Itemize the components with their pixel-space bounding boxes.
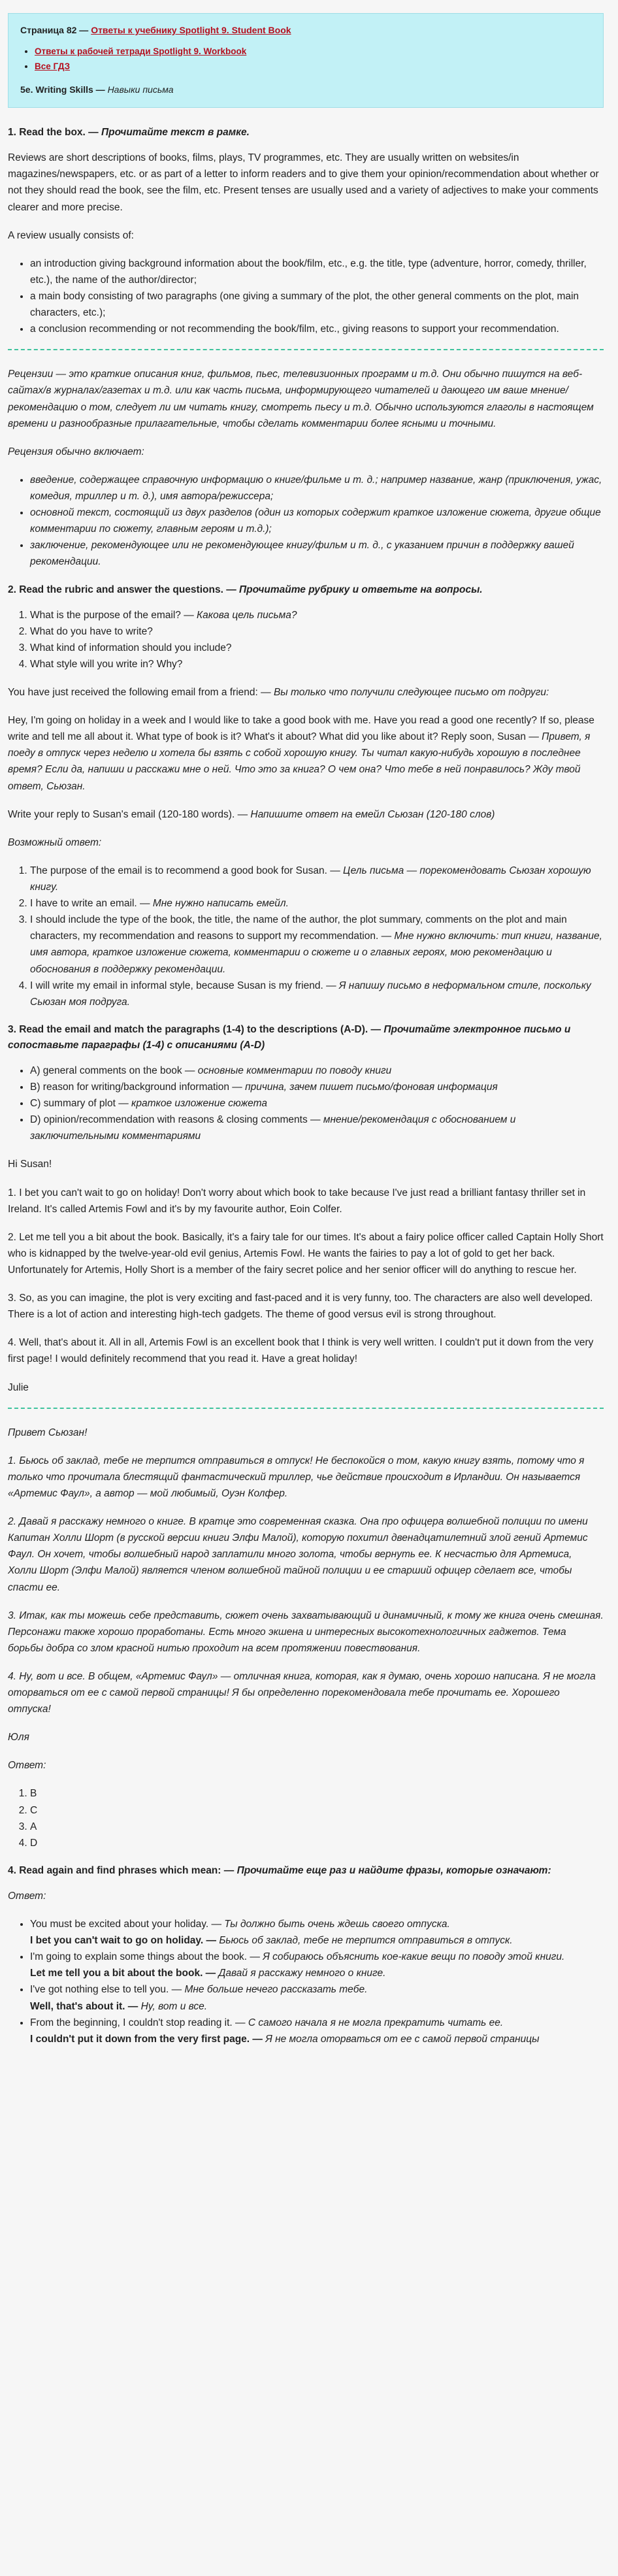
review-consists-ru: Рецензия обычно включает: [8, 446, 144, 457]
list-item: 4. I will write my email in informal style, because Susan is my friend. — Я напишу письмо в неформальном стиле, поскольку Сьюзан моя подруга. [30, 978, 604, 1010]
workbook-link[interactable]: Ответы к рабочей тетради Spotlight 9. Workbook [35, 46, 247, 56]
letter-paragraph: 1. Бьюсь об заклад, тебе не терпится отправиться в отпуск! Не беспокойся о том, какую книгу взять, потому что я только что прочитала блестящий фантастический триллер, чье действие происходит в Ирландии. Он называется «Артемис Фаул», а автор — мой любимый, Оуэн Колфер. [8, 1455, 585, 1499]
writing-task: Write your reply to Susan's email (120-180 words). — Напишите ответ на емейл Сьюзан (120-180 слов) [8, 808, 495, 820]
list-item [35, 59, 591, 74]
phrases-list [8, 1916, 604, 2047]
list-item: • A) general comments on the book — основные комментарии по поводу книги [30, 1063, 604, 1079]
possible-answer-label: Возможный ответ: [8, 836, 102, 848]
letter-paragraph: 2. Let me tell you a bit about the book. Basically, it's a fairy tale for our times. It's about a fairy police officer called Captain Holly Short who is kidnapped by the twelve-year-old evil genius, Artemis Fowl. He wants the fairies to pay a lot of gold to get her back. Unfortunately for Artemis, Holly Short is a member of the fairy secret police and her senior officer will do anything to rescue her. [8, 1231, 604, 1276]
list-item: 1. The purpose of the email is to recommend a good book for Susan. — Цель письма — порекомендовать Сьюзан хорошую книгу. [30, 863, 604, 895]
susan-email: Hey, I'm going on holiday in a week and I would like to take a good book with me. Have you read a good one recently? If so, please write and tell me all about it. What type of book is it? What's it about? What did you like about it? Reply soon, Susan — Привет, я поеду в отпуск через неделю и хотела бы взять с собой хорошую книгу. Ты читал какую-нибудь хорошую в последнее время? Если да, напиши и расскажи мне о ней. Что это за книга? О чем она? Что тебе в ней понравилось? Жду твой ответ, Сьюзан. [8, 715, 594, 792]
list-item [35, 44, 591, 59]
list-item: • D) opinion/recommendation with reasons & closing comments — мнение/рекомендация с обоснованием и заключительными комментариями [30, 1112, 604, 1144]
letter-greeting: Hi Susan! [8, 1159, 52, 1170]
descriptions-list [8, 1063, 604, 1145]
letter-paragraph: 3. Итак, как ты можешь себе представить, сюжет очень захватывающий и динамичный, к тому же книга очень смешная. Персонажи также хорошо проработаны. Есть много экшена и интересных высокотехнологичных гаджетов. Тема борьбы добра со злом красной нитью проходит на всем протяжении повествования. [8, 1610, 604, 1654]
letter-paragraph: 3. So, as you can imagine, the plot is very exciting and fast-paced and it is very funny, too. The characters are also well developed. There is a lot of action and interesting high-tech gadgets. The theme of good versus evil is strong throughout. [8, 1293, 593, 1321]
letter-signoff: Юля [8, 1732, 29, 1743]
list-item: 3. A [30, 1819, 604, 1835]
letter-greeting: Привет Сьюзан! [8, 1427, 88, 1438]
questions-list [8, 607, 604, 672]
letter-paragraph: 2. Давай я расскажу немного о книге. В кратце это современная сказка. Она про офицера волшебной полиции по имени Капитан Холли Шорт (в русской версии книги Элфи Малой), которую похитил двенадцатилетний злой гений Артемис Фаул. Он хочет, чтобы волшебный народ заплатили много золота, чтобы вернуть ее. К несчастью для Артемиса, Холли Шорт (Элфи Малой) является членом волшебной тайной полиции и ее старший офицер сделает все, чтобы спасти ее. [8, 1516, 588, 1593]
section-title: 5e. Writing Skills — Навыки письма [20, 84, 174, 95]
list-item: 2. I have to write an email. — Мне нужно написать емейл. [30, 895, 604, 912]
list-item: • an introduction giving background information about the book/film, etc., e.g. the title, type (adventure, horror, comedy, thriller, etc.), the name of the author/director; [30, 256, 604, 288]
list-item: • I'm going to explain some things about the book. — Я собираюсь объяснить кое-какие вещи по поводу этой книги. Let me tell you a bit about the book. — Давай я расскажу немного о книге. [30, 1949, 604, 1981]
received-email-line: You have just received the following email from a friend: — Вы только что получили следующее письмо от подруги: [8, 686, 549, 698]
list-item: • I've got nothing else to tell you. — Мне больше нечего рассказать тебе. Well, that's about it. — Ну, вот и все. [30, 1981, 604, 2014]
list-item: 3. What kind of information should you include? [30, 640, 604, 656]
letter-paragraph: 4. Ну, вот и все. В общем, «Артемис Фаул» — отличная книга, которая, как я думаю, очень хорошо написана. Я не могла оторваться от ее с самой первой страницы! Я бы определенно порекомендовала тебе прочитать ее. Хорошего отпуска! [8, 1670, 596, 1715]
list-item: • C) summary of plot — краткое изложение сюжета [30, 1095, 604, 1112]
divider [8, 1408, 604, 1409]
review-intro: Reviews are short descriptions of books, films, plays, TV programmes, etc. They are usually written on websites/in magazines/newspapers, etc. or as part of a letter to inform readers and to give them your opinion/recommendation about whether or not they should read the book, see the film, etc. Present tenses are usually used and a variety of adjectives to make your comments clearer and more precise. [8, 152, 599, 213]
review-consists: A review usually consists of: [8, 229, 134, 241]
related-links [20, 44, 591, 74]
exercise-1-heading: 1. Read the box. — Прочитайте текст в рамке. [8, 127, 250, 139]
list-item: 1. What is the purpose of the email? — Какова цель письма? [30, 607, 604, 623]
review-parts-list [8, 256, 604, 338]
list-item: • a conclusion recommending or not recommending the book/film, etc., giving reasons to support your recommendation. [30, 321, 604, 337]
list-item: 2. C [30, 1802, 604, 1819]
answer-label: Ответ: [8, 1760, 46, 1772]
all-gdz-link[interactable]: Все ГДЗ [35, 61, 71, 71]
exercise-3-heading: 3. Read the email and match the paragraphs (1-4) to the descriptions (A-D). — Прочитайте электронное письмо и сопоставьте параграфы (1-4) с описаниями (A-D) [8, 1023, 571, 1051]
list-item: • From the beginning, I couldn't stop reading it. — С самого начала я не могла прекратить читать ее. I couldn't put it down from the very first page. — Я не могла оторваться от ее с самой первой страницы [30, 2015, 604, 2047]
list-item: • You must be excited about your holiday. — Ты должно быть очень ждешь своего отпуска. I bet you can't wait to go on holiday. — Бьюсь об заклад, тебе не терпится отправиться в отпуск. [30, 1916, 604, 1949]
student-book-link[interactable]: Ответы к учебнику Spotlight 9. Student Book [91, 25, 291, 35]
list-item: 4. What style will you write in? Why? [30, 656, 604, 672]
list-item: 4. D [30, 1835, 604, 1851]
list-item: • введение, содержащее справочную информацию о книге/фильме и т. д.; например название, жанр (приключения, ужас, комедия, триллер и т. д.), имя автора/режиссера; [30, 472, 604, 504]
divider [8, 349, 604, 350]
exercise-2-heading: 2. Read the rubric and answer the questions. — Прочитайте рубрику и ответьте на вопросы. [8, 584, 483, 595]
letter-signoff: Julie [8, 1381, 29, 1393]
list-item: 3. I should include the type of the book, the title, the name of the author, the plot summary, comments on the plot and main characters, my recommendation and reasons to support my recommendation. — Мне нужно включить: тип книги, название, имя автора, краткое изложение сюжета, комментарии о сюжете и о главных героях, мою рекомендацию и обоснования в поддержку рекомендации. [30, 912, 604, 977]
list-item: • заключение, рекомендующее или не рекомендующее книгу/фильм и т. д., с указанием причин в поддержку вашей рекомендации. [30, 537, 604, 570]
letter-paragraph: 4. Well, that's about it. All in all, Artemis Fowl is an excellent book that I think is very well written. I couldn't put it down from the very first page! I would definitely recommend that you read it. Have a great holiday! [8, 1337, 594, 1365]
list-item: 1. B [30, 1785, 604, 1802]
review-intro-ru: Рецензии — это краткие описания книг, фильмов, пьес, телевизионных программ и т.д. Они обычно пишутся на веб-сайтах/в журналах/газетах и т.д. или как часть письма, информирующего читателей и дающего им ваше мнение/рекомендацию о том, следует ли им читать книгу, смотреть пьесу и т.д. Обычно используются глаголы в настоящем времени и разнообразные прилагательные, чтобы сделать комментарии более ясными и точными. [8, 369, 594, 429]
list-item: • B) reason for writing/background information — причина, зачем пишет письмо/фоновая информация [30, 1079, 604, 1095]
list-item: • основной текст, состоящий из двух разделов (один из которых содержит краткое изложение сюжета, другие общие комментарии по сюжету, главным героям и т.д.); [30, 504, 604, 537]
julie-letter [8, 1156, 604, 1395]
match-answers-list [8, 1785, 604, 1851]
list-item: 2. What do you have to write? [30, 623, 604, 640]
list-item: • a main body consisting of two paragraphs (one giving a summary of the plot, the other general comments on the plot, main characters, etc.); [30, 288, 604, 321]
answer-label: Ответ: [8, 1890, 46, 1902]
letter-paragraph: 1. I bet you can't wait to go on holiday! Don't worry about which book to take because I've just read a brilliant fantasy thriller set in Ireland. It's called Artemis Fowl and it's by my favourite author, Eoin Colfer. [8, 1187, 586, 1215]
navigation-box [8, 13, 604, 108]
breadcrumb: Страница 82 — Ответы к учебнику Spotlight 9. Student Book [20, 25, 291, 35]
exercise-4-heading: 4. Read again and find phrases which mean: — Прочитайте еще раз и найдите фразы, которые означают: [8, 1864, 551, 1876]
julie-letter-ru [8, 1425, 604, 1746]
answers-list [8, 863, 604, 1010]
review-parts-list-ru [8, 472, 604, 570]
